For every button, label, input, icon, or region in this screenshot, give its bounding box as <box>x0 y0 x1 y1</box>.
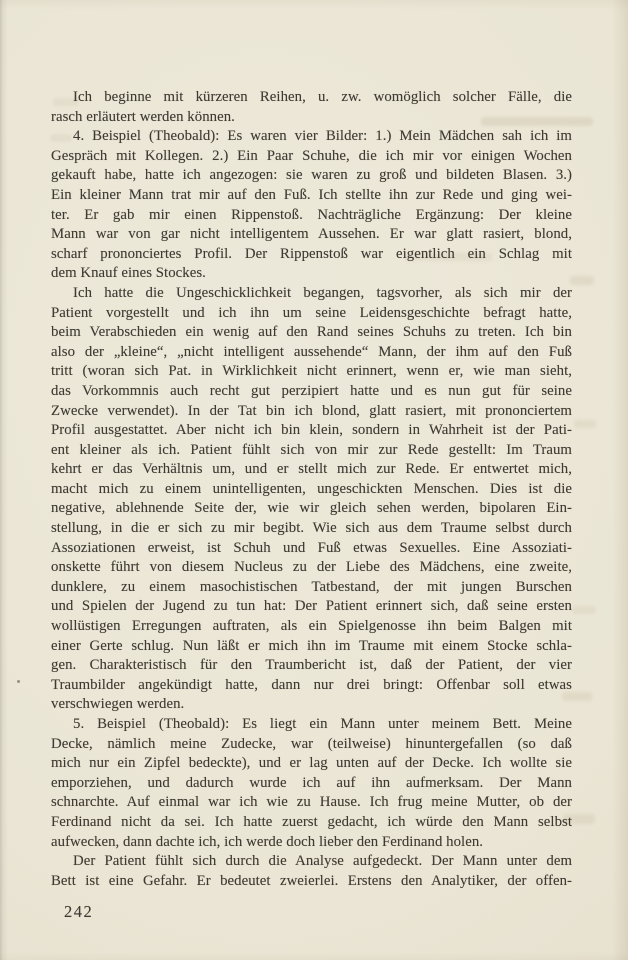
text-line: stellung, in die er sich zu mir begibt. Wie sich aus dem Traume selbst durch <box>51 520 572 537</box>
text-line: Traumbilder angekündigt hatte, dann nur drei bringt: Offenbar soll etwas <box>51 676 572 693</box>
text-line: negative, ablehnende Seite der, wie wir gleich sehen werden, bipolaren Ein- <box>51 500 572 517</box>
text-line: Zwecke verwendet). In der Tat bin ich blond, glatt rasiert, mit prononciertem <box>51 402 572 419</box>
paragraph <box>51 127 572 284</box>
text-line: 5. Beispiel (Theobald): Es liegt ein Mann unter meinem Bett. Meine <box>73 716 572 732</box>
text-line: scharf prononciertes Profil. Der Rippenstoß war eigentlich ein Schlag mit <box>51 245 572 262</box>
text-line: dunklere, zu einem masochistischen Tatbestand, der mit jungen Burschen <box>51 578 572 595</box>
text-line: kehrt er das Verhältnis um, und er stellt mich zur Rede. Er entwertet mich, <box>51 461 572 478</box>
text-line: mich nur ein Zipfel bedeckte), und er lag unten auf der Decke. Ich wollte sie <box>51 755 572 772</box>
paragraph <box>51 852 572 891</box>
text-line: 4. Beispiel (Theobald): Es waren vier Bilder: 1.) Mein Mädchen sah ich im <box>73 128 572 145</box>
text-line: einer Gerte schlug. Nun läßt er mich ihn im Traume mit einem Stocke schla- <box>51 637 572 654</box>
text-line: aufwecken, dann dachte ich, ich werde doch lieber den Ferdinand holen. <box>51 833 484 850</box>
text-line: emporziehen, und dadurch wurde ich auf ihn aufmerksam. Der Mann <box>51 774 572 791</box>
text-line: dem Knauf eines Stockes. <box>51 265 206 282</box>
text-line: Decke, nämlich meine Zudecke, war (teilweise) hinuntergefallen (so daß <box>51 735 572 752</box>
page-text <box>51 88 572 891</box>
paragraph <box>51 284 572 715</box>
text-line: Patient vorgestellt und ich ihn um seine Leidensgeschichte befragt hatte, <box>51 304 572 321</box>
text-line: tritt (woran sich Pat. in Wirklichkeit nicht erinnert, wenn er, wie man sieht, <box>51 363 572 380</box>
text-line: Assoziationen erweist, ist Schuh und Fuß etwas Sexuelles. Eine Assoziati- <box>51 539 572 556</box>
text-line: Mann war von gar nicht intelligentem Aussehen. Er war glatt rasiert, blond, <box>51 226 572 243</box>
paragraph <box>51 715 572 852</box>
text-line: gekauft habe, hatte ich angezogen: sie waren zu groß und bildeten Blasen. 3.) <box>51 167 572 184</box>
text-line: gen. Charakteristisch für den Traumbericht ist, daß der Patient, der vier <box>51 657 572 674</box>
paragraph <box>51 88 572 127</box>
text-line: Ferdinand nicht da sei. Ich hatte zuerst gedacht, ich würde den Mann selbst <box>51 813 572 830</box>
text-line: also der „kleine“, „nicht intelligent aussehende“ Mann, der ihm auf den Fuß <box>51 343 572 360</box>
text-line: Ein kleiner Mann trat mir auf den Fuß. Ich stellte ihn zur Rede und ging wei- <box>51 186 572 203</box>
text-line: Bett ist eine Gefahr. Er bedeutet zweierlei. Erstens den Analytiker, der offen- <box>51 872 572 889</box>
text-line: Gespräch mit Kollegen. 2.) Ein Paar Schuhe, die ich mir vor einigen Wochen <box>51 147 572 164</box>
bleed-through-mark <box>570 276 594 285</box>
text-line: schnarchte. Auf einmal war ich wie zu Hause. Ich frug meine Mutter, ob der <box>51 794 572 811</box>
text-line: das Vorkommnis auch recht gut perzipiert hatte und es nun gut für seine <box>51 382 572 399</box>
paper-speck <box>17 680 20 683</box>
text-line: macht mich zu einem unintelligenten, ungeschickten Menschen. Dies ist die <box>51 480 572 497</box>
text-line: Ich beginne mit kürzeren Reihen, u. zw. womöglich solcher Fälle, die <box>73 89 572 105</box>
text-line: wollüstigen Erregungen auftraten, als ein Spielgenosse ihn beim Balgen mit <box>51 618 572 635</box>
page-number: 242 <box>64 902 94 921</box>
text-line: ter. Er gab mir einen Rippenstoß. Nachträgliche Ergänzung: Der kleine <box>51 206 572 223</box>
bleed-through-mark <box>572 606 596 614</box>
text-line: onskette führt von diesem Nucleus zu der Liebe des Mädchens, eine zweite, <box>51 559 572 576</box>
text-line: und Spielen der Jugend zu tun hat: Der Patient erinnert sich, daß seine ersten <box>51 598 572 615</box>
text-line: beim Verabschieden ein wenig auf den Rand seines Schuhs zu treten. Ich bin <box>51 324 572 341</box>
text-line: ent kleiner als ich. Patient fühlt sich von mir zur Rede gestellt: Im Traum <box>51 441 572 458</box>
text-line: rasch erläutert werden können. <box>51 108 235 125</box>
text-line: Ich hatte die Ungeschicklichkeit begangen, tagsvorher, als sich mir der <box>73 284 572 301</box>
text-line: verschwiegen werden. <box>51 696 185 713</box>
bleed-through-mark <box>574 420 596 428</box>
text-line: Der Patient fühlt sich durch die Analyse aufgedeckt. Der Mann unter dem <box>73 853 572 870</box>
text-line: Profil ausgestattet. Aber nicht ich bin klein, sondern in Wahrheit ist der Pati- <box>51 422 572 439</box>
